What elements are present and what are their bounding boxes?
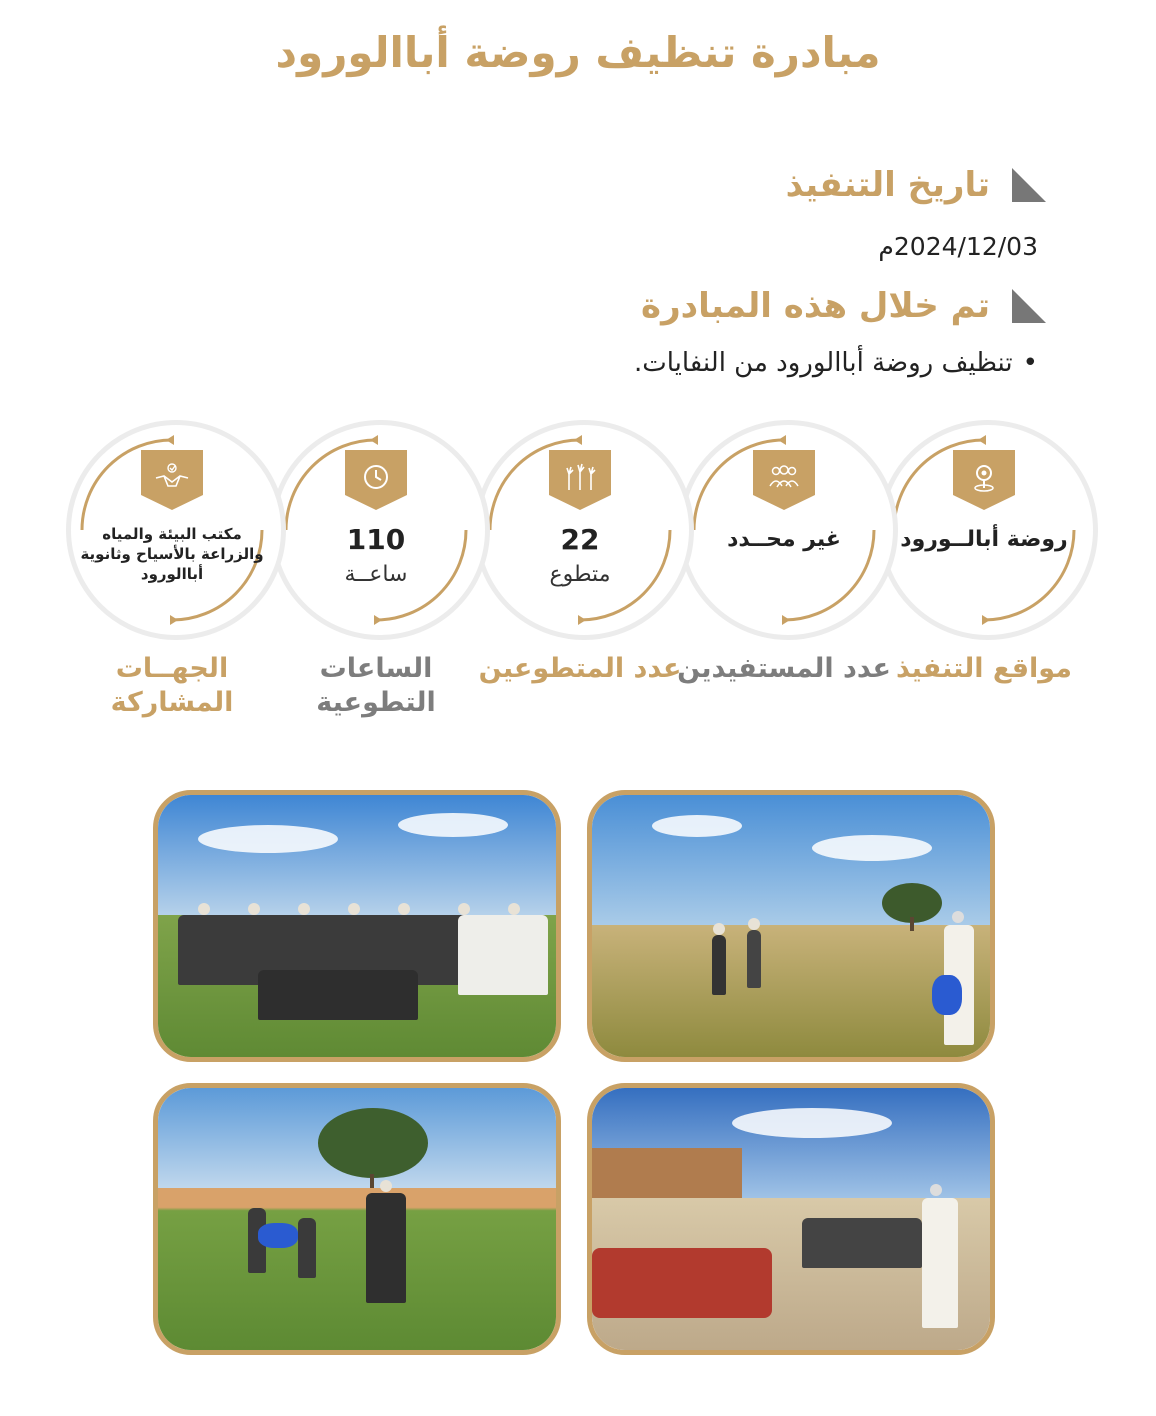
- stat-label: عدد المتطوعين: [478, 653, 682, 684]
- stat-label: عدد المستفيدين: [677, 653, 891, 684]
- stat-value: 22: [560, 523, 600, 556]
- activity-bullet: [634, 348, 1038, 378]
- stat-value: روضة أبالــورود: [900, 527, 1068, 552]
- stat-value: غير محــدد: [727, 527, 841, 552]
- activities-heading-label: تم خلال هذه المبادرة: [641, 286, 990, 326]
- stat-value: 110: [346, 523, 406, 556]
- stat-volunteers: [470, 420, 690, 730]
- activities-heading: [641, 286, 1046, 326]
- date-heading: [786, 165, 1046, 205]
- triangle-bullet-icon: [1012, 168, 1046, 202]
- stat-label: مواقع التنفيذ: [896, 653, 1072, 684]
- date-value: 2024/12/03م: [878, 232, 1038, 261]
- photo-volunteers-bags: [587, 790, 995, 1062]
- triangle-bullet-icon: [1012, 289, 1046, 323]
- bullet-dot-icon: •: [1022, 348, 1038, 378]
- photo-group: [153, 790, 561, 1062]
- stat-beneficiaries: [674, 420, 894, 730]
- stat-partners: [62, 420, 282, 730]
- photo-collecting-litter: [153, 1083, 561, 1355]
- stat-label: الجهــات المشاركة: [110, 653, 234, 718]
- page-title: مبادرة تنظيف روضة أباالورود: [275, 28, 881, 77]
- activity-text: تنظيف روضة أباالورود من النفايات.: [633, 348, 1013, 378]
- stat-label: الساعات التطوعية: [316, 653, 436, 718]
- stat-hours: [266, 420, 486, 730]
- stat-locations: [874, 420, 1094, 730]
- date-heading-label: تاريخ التنفيذ: [785, 165, 990, 205]
- stat-unit: ساعــة: [344, 562, 408, 587]
- stat-value: مكتب البيئة والمياه والزراعة بالأسياح وثانوية أباالورود: [80, 525, 264, 583]
- photo-seating-area: [587, 1083, 995, 1355]
- stat-unit: متطوع: [549, 562, 611, 587]
